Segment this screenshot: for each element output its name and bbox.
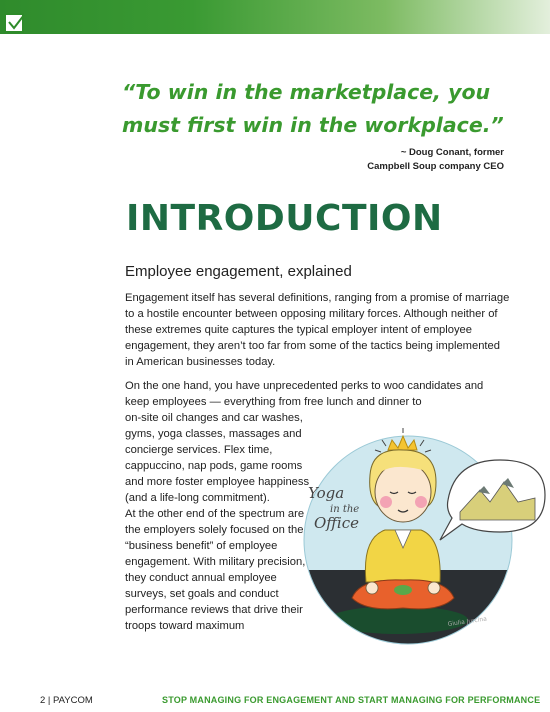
illustration-caption-line3: Office bbox=[314, 514, 359, 532]
paragraph-2-rest: on-site oil changes and car washes, gyms, yoga classes, massages and concierge services. Flex time, cappuccino, nap pods, game rooms and more foster employee happiness (and a life-long commitment). bbox=[125, 412, 310, 504]
illustration-caption-line1: Yoga bbox=[308, 484, 345, 502]
subheading: Employee engagement, explained bbox=[125, 263, 352, 280]
quote-attribution bbox=[367, 146, 504, 174]
footer-running-title: STOP MANAGING FOR ENGAGEMENT AND START MANAGING FOR PERFORMANCE bbox=[162, 695, 541, 705]
checkbox-icon bbox=[4, 13, 24, 33]
section-title: INTRODUCTION bbox=[126, 198, 443, 239]
attribution-line2: Campbell Soup company CEO bbox=[367, 161, 504, 172]
yoga-illustration bbox=[290, 420, 550, 645]
header-gradient-bar bbox=[0, 0, 550, 34]
footer-page-number: 2 | PAYCOM bbox=[40, 695, 93, 706]
paragraph-2-lead: On the one hand, you have unprecedented perks to woo candidates and keep employees — everything from free lunch and dinner to bbox=[125, 380, 484, 408]
pull-quote-line2: must first win in the workplace.” bbox=[122, 113, 504, 137]
illustration-signature: Giulia Jurcina bbox=[447, 615, 488, 628]
illustration-caption-line2: in the bbox=[330, 504, 360, 515]
pull-quote-line1: “To win in the marketplace, you bbox=[122, 80, 491, 104]
pull-quote bbox=[122, 76, 522, 142]
paragraph-1: Engagement itself has several definitions, ranging from a promise of marriage to a hostile encounter between opposing military forces. Although neither of these extremes quite captures the typical employer intent of employee engagement, they aren’t too far from some of the tactics being implemented in American businesses today. bbox=[125, 292, 510, 368]
paragraph-3: At the other end of the spectrum are the employers solely focused on the “business benefit” of employee engagement. With military precision, they conduct annual employee surveys, set goals and conduct performance reviews that drive their troops toward maximum bbox=[125, 508, 306, 632]
attribution-line1: ~ Doug Conant, former bbox=[400, 147, 504, 158]
